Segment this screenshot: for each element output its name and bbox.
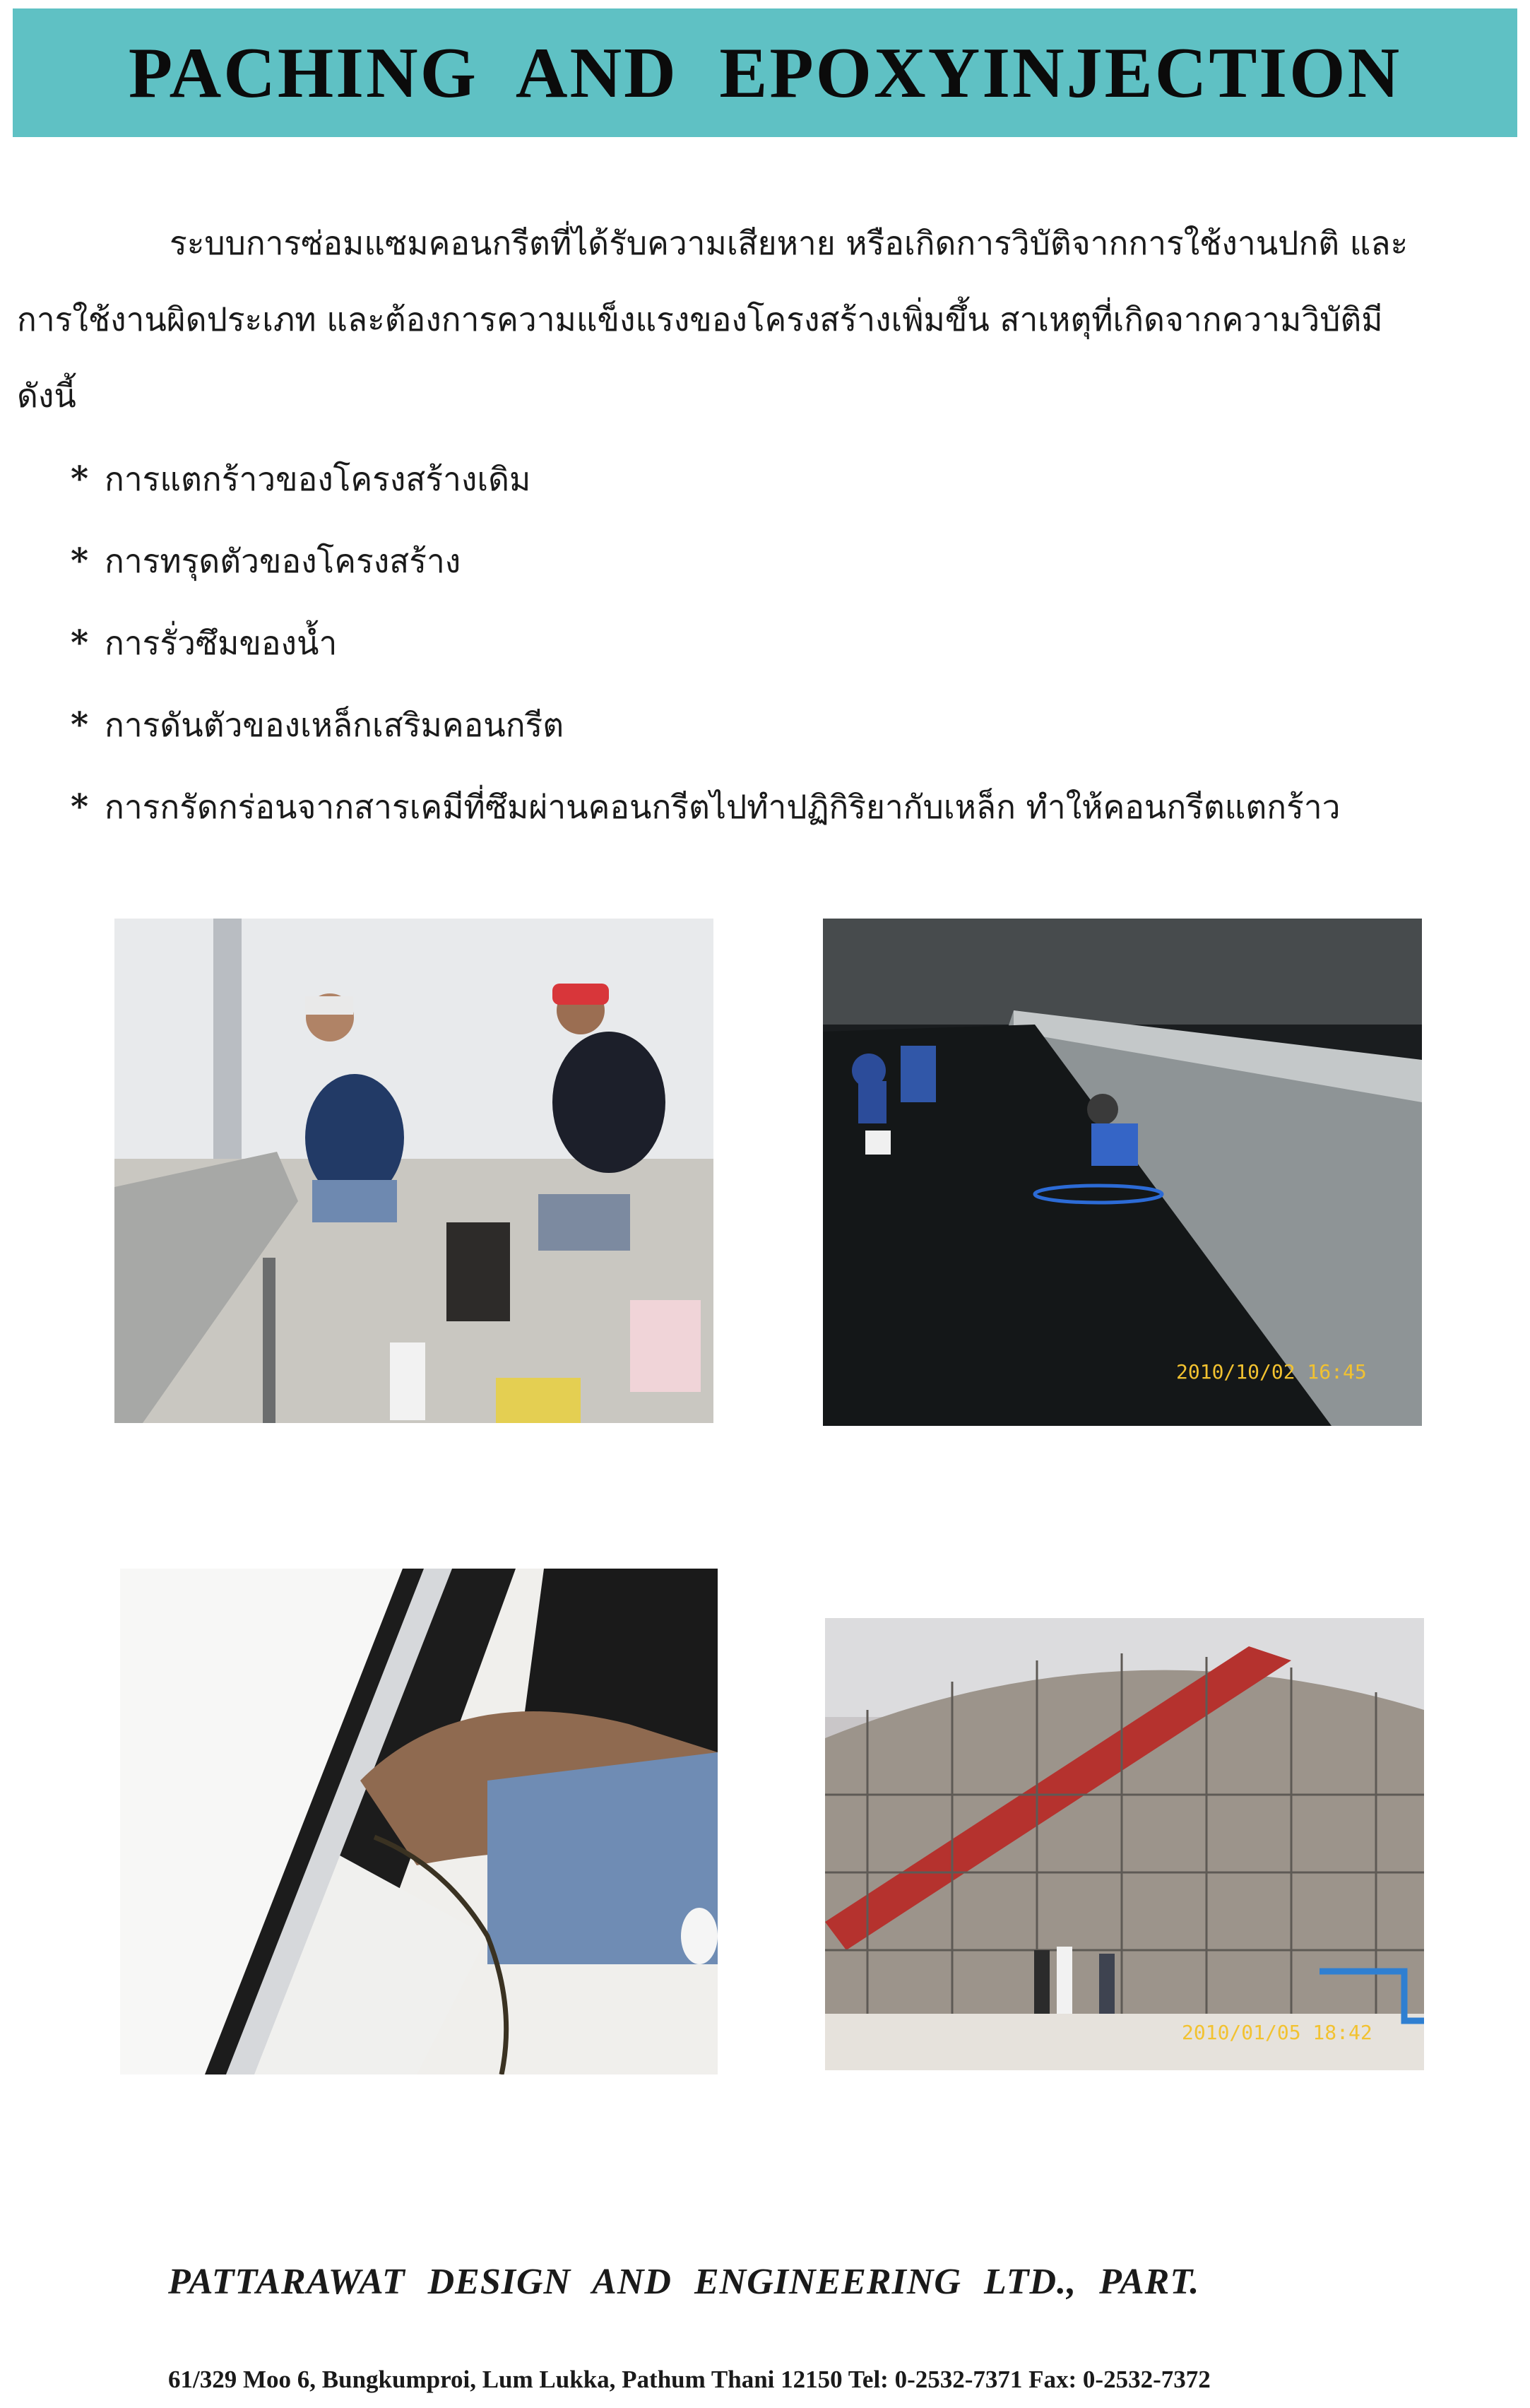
list-item: [71, 438, 1341, 520]
bullet-marker: *: [71, 541, 89, 581]
list-item-text: การทรุดตัวของโครงสร้าง: [105, 542, 461, 580]
intro-paragraph: ระบบการซ่อมแซมคอนกรีตที่ได้รับความเสียหาย หรือเกิดการวิบัติจากการใช้งานปกติ และการใช้งานผิดประเภท และต้องการความแข็งแรงของโครงสร้างเพิ่มขึ้น สาเหตุที่เกิดจากความวิบัติมีดังนี้: [17, 224, 1409, 415]
photo-timestamp: 2010/01/05 18:42: [1182, 2021, 1372, 2044]
bullet-marker: *: [71, 787, 89, 827]
list-item-text: การดันตัวของเหล็กเสริมคอนกรีต: [105, 706, 564, 744]
list-item: [71, 684, 1341, 766]
bullet-marker: *: [71, 623, 89, 663]
list-item-text: การรั่วซึมของน้ำ: [105, 624, 338, 662]
list-item-text: การกรัดกร่อนจากสารเคมีที่ซึมผ่านคอนกรีตไปทำปฏิกิริยากับเหล็ก ทำให้คอนกรีตแตกร้าว: [105, 788, 1341, 826]
list-item: [71, 520, 1341, 602]
company-name: PATTARAWAT DESIGN AND ENGINEERING LTD., PART.: [168, 2262, 1200, 2302]
photo-timestamp: 2010/10/02 16:45: [1176, 1360, 1367, 1383]
page-title: PACHING AND EPOXYINJECTION: [128, 33, 1402, 113]
bullet-marker: *: [71, 705, 89, 745]
photo-epoxy-injection: [120, 1569, 718, 2074]
photo-tank-scaffolding: [825, 1618, 1424, 2070]
bullet-marker: *: [71, 459, 89, 499]
company-address: 61/329 Moo 6, Bungkumproi, Lum Lukka, Pathum Thani 12150 Tel: 0-2532-7371 Fax: 0-2532-7372: [168, 2366, 1211, 2393]
list-item: [71, 602, 1341, 684]
list-item-text: การแตกร้าวของโครงสร้างเดิม: [105, 460, 531, 498]
photo-workers-patching: [114, 919, 713, 1423]
title-banner: [13, 8, 1517, 137]
list-item: [71, 766, 1341, 848]
photo-tank-interior: [823, 919, 1422, 1426]
cause-list: [71, 438, 1341, 848]
